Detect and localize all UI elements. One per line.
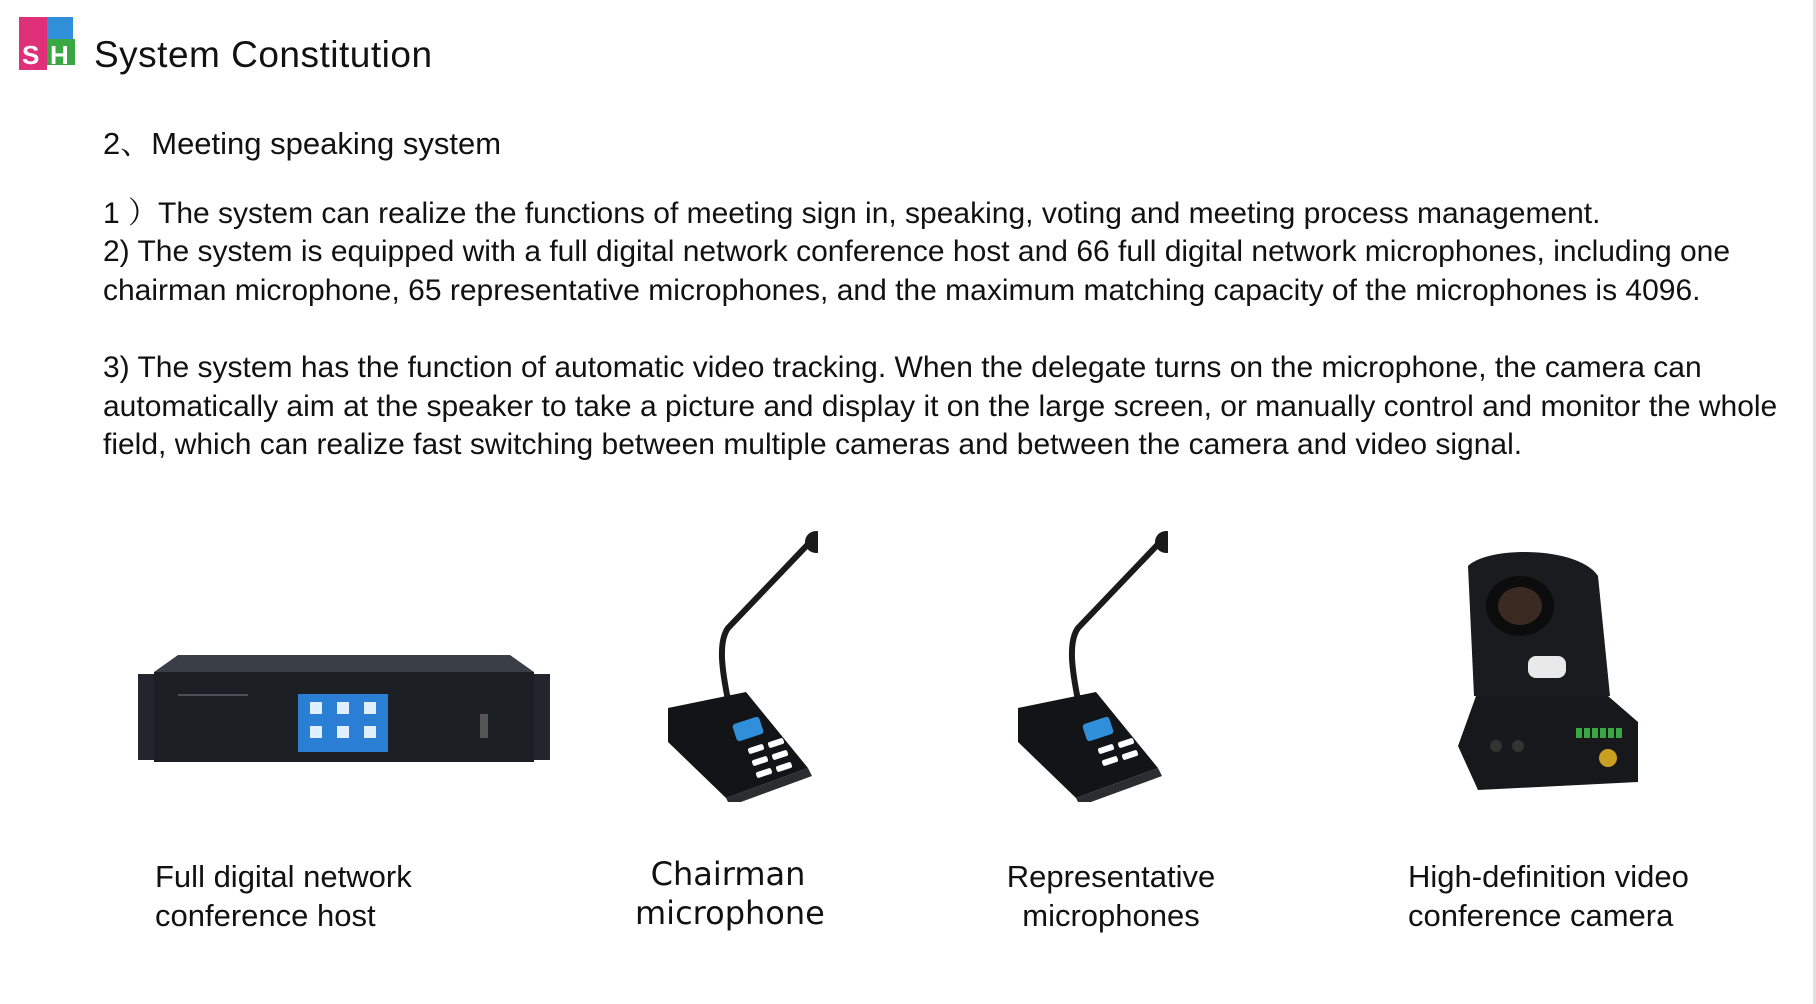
caption-line: Representative xyxy=(1006,859,1216,894)
representative-microphone-image xyxy=(1018,530,1168,802)
logo-icon xyxy=(19,17,81,77)
svg-text:H: H xyxy=(50,40,69,70)
page-title: System Constitution xyxy=(94,34,433,75)
caption-line: Full digital network xyxy=(155,859,412,894)
caption-line: Chairman xyxy=(650,855,806,893)
caption-line: microphones xyxy=(1022,898,1200,933)
caption-conference-host xyxy=(155,857,412,935)
caption-line: conference camera xyxy=(1408,898,1674,933)
svg-text:S: S xyxy=(22,40,40,70)
chairman-microphone-image xyxy=(668,530,818,802)
caption-chairman-microphone xyxy=(635,855,825,933)
paragraph-3: 3) The system has the function of automatic video tracking. When the delegate turns on the microphone, the camera can automatically aim at the speaker to take a picture and display it on the large screen, or manually control and monitor the whole field, which can realize fast switching between multiple cameras and between the camera and video signal. xyxy=(103,351,1778,461)
caption-line: conference host xyxy=(155,898,376,933)
caption-line: microphone xyxy=(635,894,825,932)
caption-camera xyxy=(1408,857,1689,935)
paragraph-1: 1 ）The system can realize the functions of meeting sign in, speaking, voting and meeting process management. xyxy=(103,197,1601,230)
ptz-camera-image xyxy=(1458,546,1640,796)
caption-representative-microphones xyxy=(1000,857,1222,935)
paragraph-2: 2) The system is equipped with a full digital network conference host and 66 full digital network microphones, including one chairman microphone, 65 representative microphones, and the maximum matching capacity of the microphones is 4096. xyxy=(103,235,1731,307)
caption-line: High-definition video xyxy=(1408,859,1689,894)
conference-host-image xyxy=(138,650,550,768)
section-heading: 2、Meeting speaking system xyxy=(103,126,502,161)
